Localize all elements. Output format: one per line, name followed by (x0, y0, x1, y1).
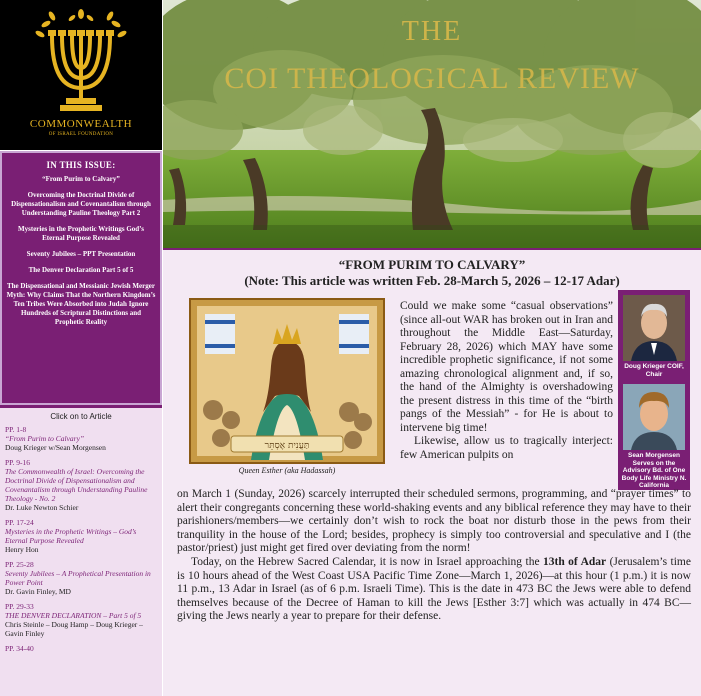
paragraph-text: Today, on the Hebrew Sacred Calendar, it is now in Israel approaching the (191, 555, 543, 568)
article-title[interactable]: “From Purim to Calvary” (5, 434, 85, 443)
article-paragraph: Likewise, allow us to tragically interject: few American pulpits on (400, 435, 613, 461)
org-subtitle: OF ISRAEL FOUNDATION (48, 132, 114, 137)
article-title[interactable]: The Commonwealth of Israel: Overcoming the Doctrinal Divide of Dispensationalism and Covenantalism through Understanding Pauline Theology - No. 2 (5, 467, 148, 503)
logo-block (0, 0, 162, 150)
article-title[interactable]: THE DENVER DECLARATION – Part 5 of 5 (5, 611, 142, 620)
issue-item: Mysteries in the Prophetic Writings God’s Eternal Purpose Revealed (18, 225, 144, 242)
avatar (623, 384, 685, 450)
queen-esther-image (189, 298, 385, 464)
article-link[interactable] (5, 602, 157, 638)
article-pages[interactable]: PP. 1-8 (5, 425, 27, 434)
issue-item: Seventy Jubilees – PPT Presentation (26, 250, 136, 258)
article-heading: “FROM PURIM TO CALVARY” (338, 257, 526, 272)
avatar (623, 295, 685, 361)
article-pages[interactable]: PP. 17-24 (5, 518, 34, 527)
main-article (163, 248, 701, 696)
left-column (0, 0, 162, 696)
article-author: Dr. Gavin Finley, MD (5, 587, 71, 596)
person-caption: Sean Morgensen Serves on the Advisory Bd. of One Body Life Ministry N. California (621, 452, 687, 489)
articles-heading: Click on to Article (50, 412, 112, 421)
article-paragraph: Could we make some “casual observations” (since all-out WAR has broken out in Iran and throughout the Middle East—Saturday, February 28, 2026) which MAY have some incredible prophetic significance, if not some amazing chronological alignment and, if so, the hand of the Almighty is overshadowing the present distress in this time of the “birth pangs of the Messiah” - for He is about to intervene big time! (400, 300, 613, 434)
queen-esther-illustration (191, 300, 383, 462)
article-author: Chris Steinle – Doug Hamp – Doug Krieger – Gavin Finley (5, 620, 143, 638)
issue-item: Overcoming the Doctrinal Divide of Dispensationalism and Covenantalism through Understanding Pauline Theology Part 2 (11, 191, 151, 217)
article-title[interactable]: Seventy Jubilees – A Prophetical Presentation in Power Point (5, 569, 151, 587)
paragraph-text: (Jerusalem’s time is 10 hours ahead of the West Coast USA Pacific Time Zone—March 1, 2026)—at this hour (1 p.m.) it is now 11 p.m., 13 Adar in Israel (as of 6 p.m. Israeli Time). This is the date in 473 BC the Jews were able to defend themselves because of the Decree of Haman to kill the Jews [Esther 3:7] which was actually in 474 BC—giving the Jews nearly a year to prepare for their defense. (177, 555, 691, 623)
article-link[interactable] (5, 425, 157, 452)
article-paragraph: on March 1 (Sunday, 2026) scarcely interrupted their scheduled sermons, programming, and “prayer times” to alert their congregants concerning these world-shaking events and any biblical reference they may have to their parishioners/members—we certainly don’t wish to rock the boat nor disturb those in the pews from their tranquility in the house of the Lord; besides, prophecy is simply too controversial and speculative and I (the pastor/priest) just might get fired over deviating from the norm! (177, 488, 691, 555)
article-pages[interactable]: PP. 29-33 (5, 602, 34, 611)
article-link[interactable] (5, 644, 157, 653)
menorah-logo-icon (28, 6, 134, 116)
issue-item: “From Purim to Calvary” (42, 175, 120, 183)
article-link[interactable] (5, 458, 157, 512)
issue-item: The Dispensational and Messianic Jewish Merger Myth: Why Claims That the Northern Kingdom’s Ten Tribes Were Absorbed into Judah Ignore Hundreds of Scriptural Distinctions and Prophetic Reality (6, 282, 156, 326)
person-caption: Doug Krieger COIF, Chair (624, 363, 684, 378)
article-note: (Note: This article was written Feb. 28-March 5, 2026 – 12-17 Adar) (244, 273, 620, 288)
articles-list (0, 405, 162, 696)
contributors-sidebar (618, 290, 690, 490)
article-pages[interactable]: PP. 9-16 (5, 458, 31, 467)
article-title[interactable]: Mysteries in the Prophetic Writings – God’s Eternal Purpose Revealed (5, 527, 137, 545)
image-caption: Queen Esther (aka Hadassah) (238, 466, 336, 475)
article-pages[interactable]: PP. 34-40 (5, 644, 34, 653)
article-author: Doug Krieger w/Sean Morgensen (5, 443, 106, 452)
masthead-title-line2: COI THEOLOGICAL REVIEW (224, 62, 640, 95)
org-name: COMMONWEALTH (29, 118, 133, 130)
article-link[interactable] (5, 560, 157, 596)
highlight-date: 13th of Adar (543, 555, 607, 568)
in-this-issue-box (0, 151, 162, 405)
article-link[interactable] (5, 518, 157, 554)
article-pages[interactable]: PP. 25-28 (5, 560, 34, 569)
issue-item: The Denver Declaration Part 5 of 5 (28, 266, 134, 274)
article-author: Henry Hon (5, 545, 39, 554)
article-body-text (177, 488, 691, 624)
masthead-title-line1: THE (401, 16, 463, 47)
esther-banner-text: תַּעֲנִית אֶסְתֵּר (264, 441, 310, 451)
article-paragraph (177, 556, 691, 624)
article-author: Dr. Luke Newton Schier (5, 503, 79, 512)
issue-heading: IN THIS ISSUE: (46, 160, 116, 170)
header-banner (163, 0, 701, 248)
article-column-text (400, 300, 613, 462)
